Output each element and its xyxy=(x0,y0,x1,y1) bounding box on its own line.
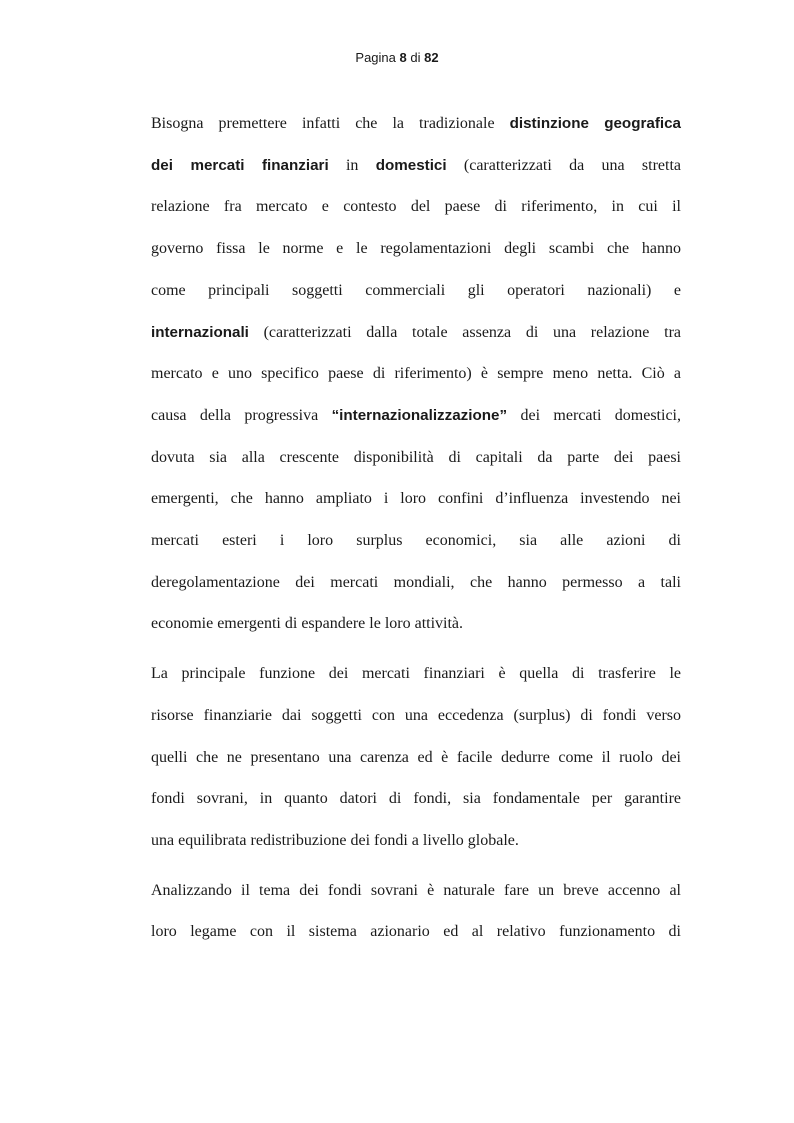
text-run: in xyxy=(328,156,376,174)
page-header xyxy=(0,50,794,65)
text-line xyxy=(151,186,681,228)
paragraph xyxy=(151,870,681,953)
page-label: Pagina xyxy=(355,50,396,65)
text-run: emergenti, che hanno ampliato i loro confini d’influenza investendo nei xyxy=(151,490,681,508)
text-line xyxy=(151,228,681,270)
text-run: economie emergenti di espandere le loro attività. xyxy=(151,615,464,633)
bold-term: internazionali xyxy=(151,323,249,341)
text-line xyxy=(151,737,681,779)
text-line xyxy=(151,653,681,695)
text-line xyxy=(151,395,681,437)
text-line xyxy=(151,312,681,354)
text-line xyxy=(151,695,681,737)
text-run: Bisogna premettere infatti che la tradizionale xyxy=(151,115,510,132)
text-line xyxy=(151,520,681,562)
current-page-number: 8 xyxy=(399,50,407,65)
paragraph xyxy=(151,653,681,862)
paragraph xyxy=(151,103,681,645)
text-line xyxy=(151,911,681,953)
text-run: Analizzando il tema dei fondi sovrani è naturale fare un breve accenno al xyxy=(151,881,681,899)
text-line xyxy=(151,270,681,312)
text-line xyxy=(151,437,681,479)
bold-term: domestici xyxy=(375,156,447,174)
text-run: relazione fra mercato e contesto del paese di riferimento, in cui il xyxy=(151,198,681,216)
text-run: dei mercati domestici, xyxy=(507,406,681,424)
total-page-count: 82 xyxy=(424,50,439,65)
page-separator: di xyxy=(410,50,421,65)
text-run: deregolamentazione dei mercati mondiali, che hanno permesso a tali xyxy=(151,573,681,591)
text-run: governo fissa le norme e le regolamentazioni degli scambi che hanno xyxy=(151,240,681,258)
text-run: La principale funzione dei mercati finanziari è quella di trasferire le xyxy=(151,665,681,683)
text-run: (caratterizzati da una stretta xyxy=(446,156,681,174)
text-run: mercato e uno specifico paese di riferimento) è sempre meno netta. Ciò a xyxy=(151,365,681,383)
bold-term: “internazionalizzazione” xyxy=(331,406,508,424)
text-run: dovuta sia alla crescente disponibilità di capitali da parte dei paesi xyxy=(151,448,681,466)
text-run: come principali soggetti commerciali gli operatori nazionali) e xyxy=(151,281,681,299)
text-line xyxy=(151,562,681,604)
text-run: loro legame con il sistema azionario ed al relativo funzionamento di xyxy=(151,923,681,941)
text-line xyxy=(151,820,681,862)
text-run: fondi sovrani, in quanto datori di fondi, sia fondamentale per garantire xyxy=(151,790,681,808)
text-line xyxy=(151,870,681,912)
text-run: una equilibrata redistribuzione dei fondi a livello globale. xyxy=(151,831,519,849)
text-line xyxy=(151,603,681,645)
text-run: quelli che ne presentano una carenza ed è facile dedurre come il ruolo dei xyxy=(151,748,681,766)
text-line xyxy=(151,478,681,520)
text-line xyxy=(151,145,681,187)
document-body xyxy=(151,103,681,953)
text-run: (caratterizzati dalla totale assenza di una relazione tra xyxy=(248,323,681,341)
text-run: mercati esteri i loro surplus economici, sia alle azioni di xyxy=(151,532,681,550)
text-line xyxy=(151,778,681,820)
text-line xyxy=(151,353,681,395)
bold-term: distinzione geografica xyxy=(509,115,681,132)
text-run: risorse finanziarie dai soggetti con una eccedenza (surplus) di fondi verso xyxy=(151,706,681,724)
text-line xyxy=(151,103,681,145)
bold-term: dei mercati finanziari xyxy=(151,156,329,174)
text-run: causa della progressiva xyxy=(151,406,332,424)
